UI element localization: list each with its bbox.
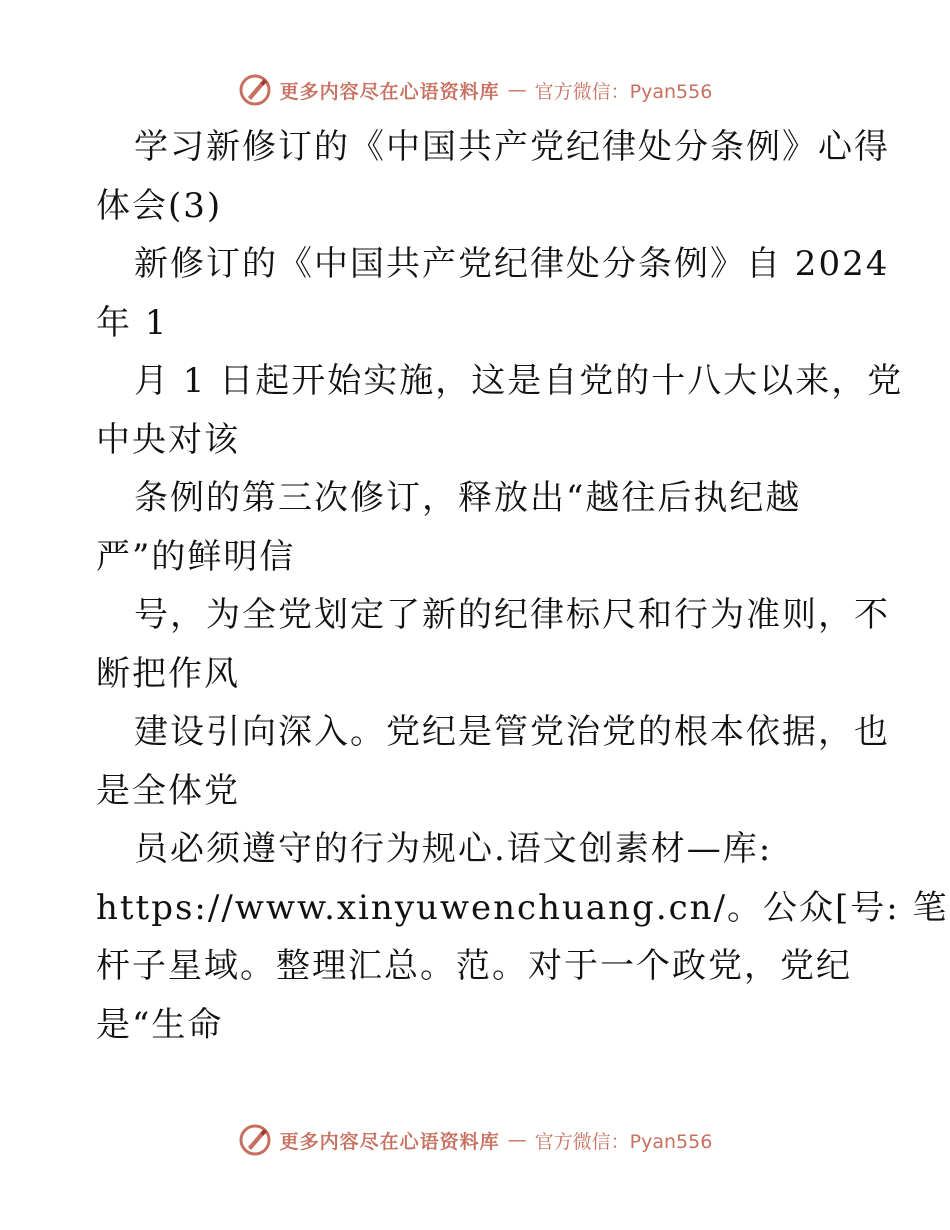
banner-separator: — — [507, 1129, 527, 1151]
text-line: 月 1 日起开始实施，这是自党的十八大以来，党 — [134, 361, 904, 401]
text-line: 体会(3) — [96, 185, 223, 226]
text-line: 是全体党 — [96, 770, 240, 811]
text-line: 学习新修订的《中国共产党纪律处分条例》心得 — [134, 127, 890, 167]
banner-brand-text: 更多内容尽在心语资料库 — [279, 80, 500, 103]
text-line: 是“生命 — [96, 1004, 224, 1045]
banner-separator: — — [507, 79, 527, 101]
text-line: 员必须遵守的行为规心.语文创素材—库: — [134, 829, 773, 869]
text-line: 中央对该 — [96, 419, 240, 460]
text-line: 条例的第三次修订，释放出“越往后执纪越 — [134, 478, 802, 518]
text-line: 建设引向深入。党纪是管党治党的根本依据，也 — [134, 712, 890, 752]
pen-logo-icon — [238, 73, 272, 107]
text-line: 严”的鲜明信 — [96, 536, 296, 577]
text-line: https://www.xinyuwenchuang.cn/。公众[号: 笔 — [96, 887, 949, 928]
footer-banner — [0, 1120, 950, 1160]
text-line: 号，为全党划定了新的纪律标尺和行为准则，不 — [134, 595, 890, 635]
text-line: 新修订的《中国共产党纪律处分条例》自 2024 — [134, 244, 890, 284]
header-banner — [0, 70, 950, 110]
banner-wechat-text: 官方微信：Pyan556 — [534, 80, 713, 103]
text-line: 杆子星域。整理汇总。范。对于一个政党，党纪 — [96, 946, 852, 986]
text-line: 断把作风 — [96, 653, 240, 694]
text-line: 年 1 — [96, 302, 169, 343]
pen-logo-icon — [238, 1123, 272, 1157]
document-body — [96, 118, 949, 1054]
banner-brand-text: 更多内容尽在心语资料库 — [279, 1130, 500, 1153]
banner-wechat-text: 官方微信：Pyan556 — [534, 1130, 713, 1153]
